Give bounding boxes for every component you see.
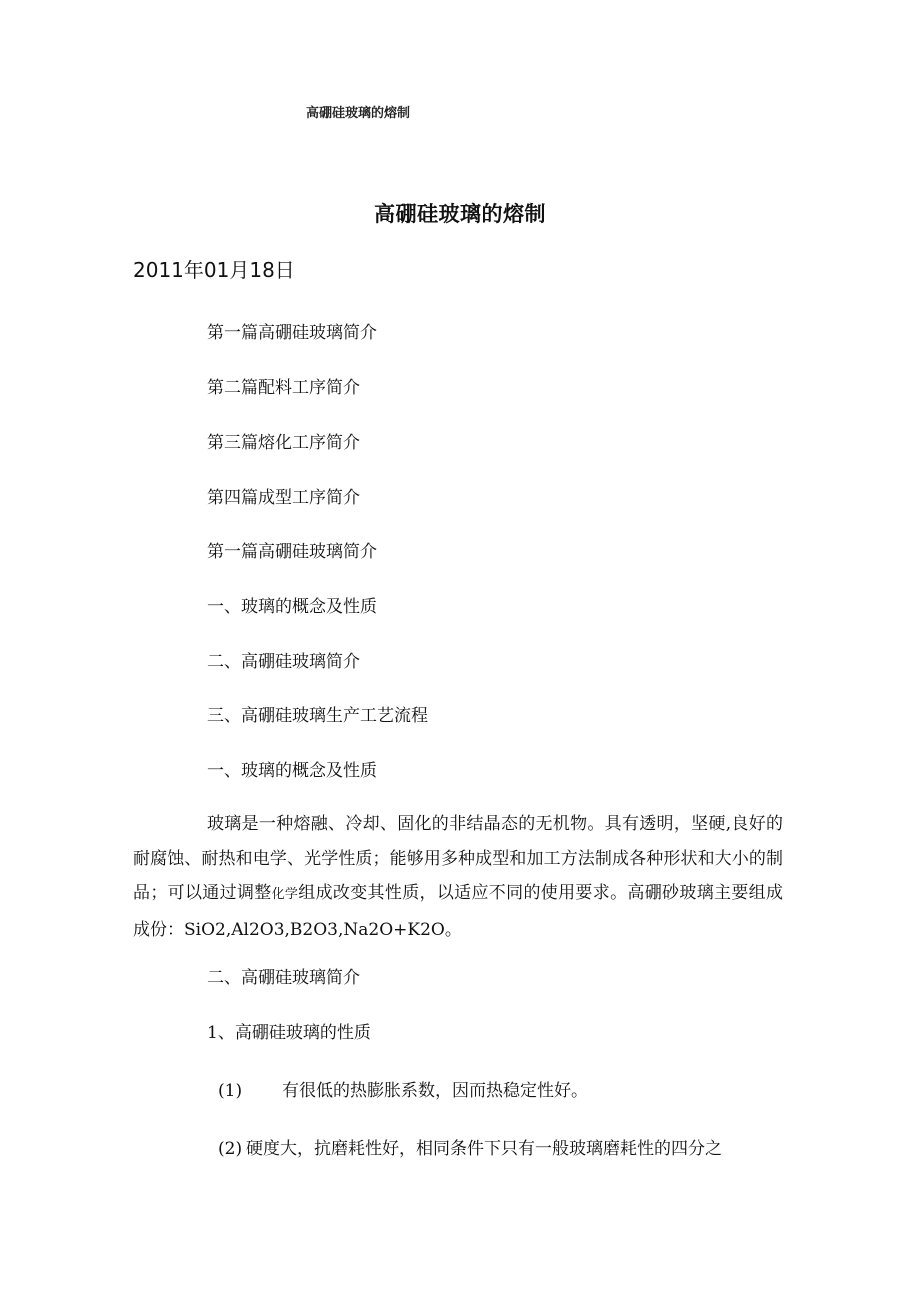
property-text: 有很低的热膨胀系数，因而热稳定性好。: [282, 1081, 588, 1101]
document-title: 高硼硅玻璃的熔制: [374, 202, 546, 226]
section-list-item: 二、高硼硅玻璃简介: [207, 652, 360, 672]
section-list-item: 三、高硼硅玻璃生产工艺流程: [207, 706, 428, 726]
property-number: (2): [218, 1139, 243, 1159]
paragraph-small-text: 化学: [271, 887, 299, 902]
part-heading: 第一篇高硼硅玻璃简介: [207, 542, 377, 562]
toc-item: 第三篇熔化工序简介: [207, 433, 360, 453]
toc-item: 第二篇配料工序简介: [207, 378, 360, 398]
toc-item: 第四篇成型工序简介: [207, 488, 360, 508]
body-paragraph: [133, 807, 783, 947]
section-heading: 二、高硼硅玻璃简介: [207, 968, 360, 988]
property-number: (1): [218, 1081, 243, 1101]
property-item: [218, 1076, 588, 1101]
running-header: 高硼硅玻璃的熔制: [306, 106, 411, 121]
section-list-item: 一、玻璃的概念及性质: [207, 597, 377, 617]
section-heading: 一、玻璃的概念及性质: [207, 761, 377, 781]
property-text: 硬度大，抗磨耗性好，相同条件下只有一般玻璃磨耗性的四分之: [246, 1139, 722, 1159]
paragraph-text: 组成改变其性质，以适应不同的使用要求。高硼砂玻璃主要组成成份：SiO2,Al2O3,B2O3,Na2O+K2O。: [133, 883, 783, 940]
toc-item: 第一篇高硼硅玻璃简介: [207, 323, 377, 343]
subsection-heading: 1、高硼硅玻璃的性质: [207, 1023, 371, 1043]
document-date: 2011年01月18日: [133, 258, 295, 282]
paragraph-text: 玻璃是一种熔融、冷却、固化的非结晶态的无机物。具有透明，坚硬,良好的耐腐蚀、耐热和电学、光学性质；能够用多种成型和加工方法制成各种形状和大小的制品；可以通过调整: [133, 814, 783, 903]
property-item: [218, 1134, 722, 1159]
